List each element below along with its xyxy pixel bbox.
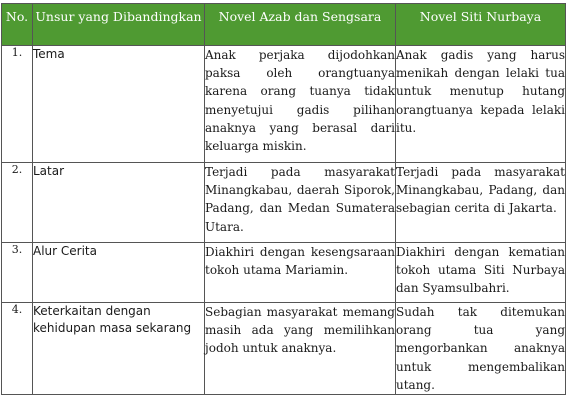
row-number: 4. [2,303,33,395]
row-number: 1. [2,46,33,163]
table-body [2,46,566,395]
row-azab: Terjadi pada masyarakat Minangkabau, daerah Siporok, Padang, dan Medan Sumatera Utara. [205,163,396,243]
row-nurbaya: Anak gadis yang harus menikah dengan lelaki tua untuk menutup hutang orangtuanya kepada lelaki itu. [396,46,566,163]
row-number: 3. [2,243,33,303]
row-unsur: Alur Cerita [33,243,205,303]
header-row [2,4,566,46]
row-nurbaya: Sudah tak ditemukan orang tua yang mengorbankan anaknya untuk mengembalikan utang. [396,303,566,395]
header-unsur: Unsur yang Dibandingkan [33,4,205,46]
table-header [2,4,566,46]
row-azab: Anak perjaka dijodohkan paksa oleh orangtuanya karena orang tuanya tidak menyetujui gadis pilihan anaknya yang berasal dari keluarga miskin. [205,46,396,163]
table-row [2,46,566,163]
header-no: No. [2,4,33,46]
table-row [2,163,566,243]
row-nurbaya: Terjadi pada masyarakat Minangkabau, Padang, dan sebagian cerita di Jakarta. [396,163,566,243]
row-unsur: Latar [33,163,205,243]
row-azab: Diakhiri dengan kesengsaraan tokoh utama Mariamin. [205,243,396,303]
row-unsur: Keterkaitan dengan kehidupan masa sekarang [33,303,205,395]
table-row [2,303,566,395]
table-row [2,243,566,303]
row-azab: Sebagian masyarakat memang masih ada yang memilihkan jodoh untuk anaknya. [205,303,396,395]
row-number: 2. [2,163,33,243]
row-nurbaya: Diakhiri dengan kematian tokoh utama Siti Nurbaya dan Syamsulbahri. [396,243,566,303]
header-nurbaya: Novel Siti Nurbaya [396,4,566,46]
header-azab: Novel Azab dan Sengsara [205,4,396,46]
comparison-table [1,3,566,395]
row-unsur: Tema [33,46,205,163]
